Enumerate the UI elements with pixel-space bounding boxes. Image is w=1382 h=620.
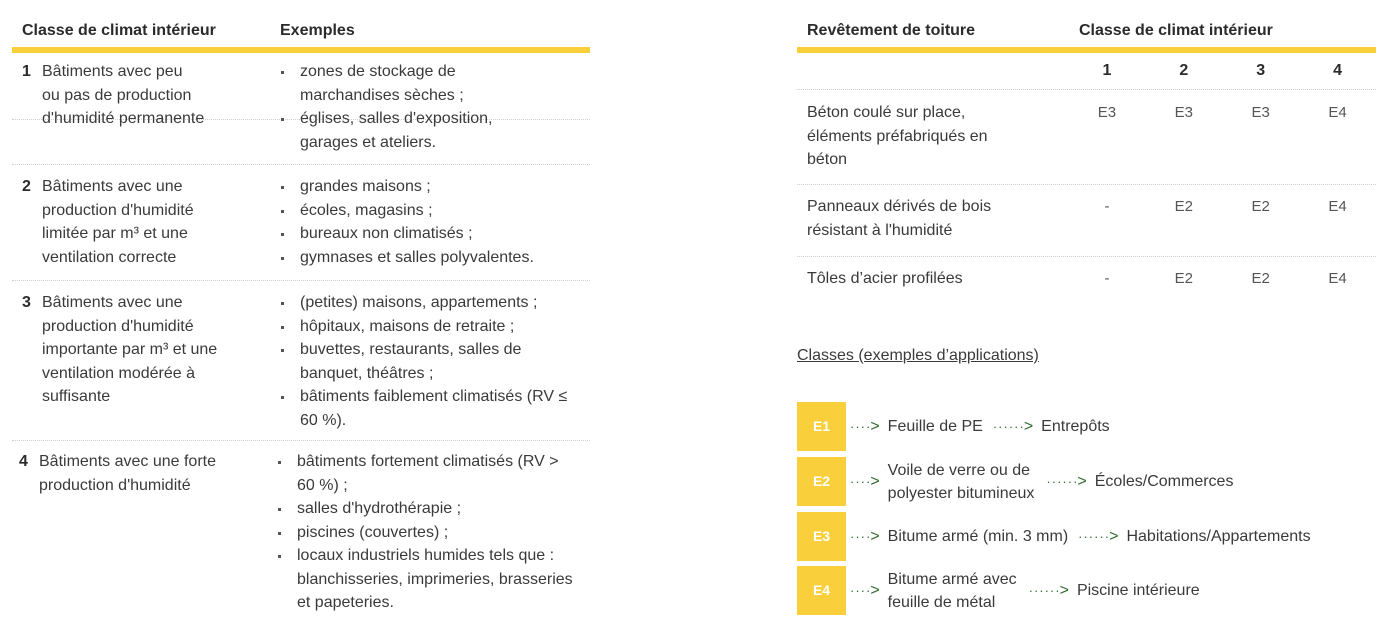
climate-class-number: 4	[19, 453, 28, 470]
roof-row	[797, 185, 1376, 257]
roof-class-value: E4	[1328, 104, 1347, 121]
example-item: buvettes, restaurants, salles de banquet, théâtres ;	[280, 338, 565, 385]
legend-material: Feuille de PE	[887, 418, 983, 435]
example-item: gymnases et salles polyvalentes.	[280, 246, 590, 270]
climate-row	[12, 59, 590, 165]
class-col-1: 1	[1102, 62, 1112, 79]
dotted-arrow-icon: ······ >	[1028, 582, 1069, 599]
legend-item-e2	[797, 457, 1233, 506]
climate-row	[12, 165, 590, 281]
dotted-arrow-icon: ···· >	[850, 473, 880, 490]
example-item: salles d'hydrothérapie ;	[277, 497, 590, 521]
example-item: écoles, magasins ;	[280, 199, 590, 223]
examples-list	[280, 60, 590, 154]
dotted-arrow-icon: ···· >	[850, 418, 880, 435]
climate-class-description: Bâtiments avec une production d'humidité importante par m³ et une ventilation modérée à suffisante	[42, 294, 218, 405]
example-item: hôpitaux, maisons de retraite ;	[280, 315, 590, 339]
roof-class-value: -	[1104, 270, 1110, 287]
example-item: piscines (couvertes) ;	[277, 521, 590, 545]
roof-covering-table	[797, 14, 1376, 305]
class-badge: E2	[797, 457, 846, 506]
climate-row	[12, 441, 590, 616]
class-badge: E1	[797, 402, 846, 451]
legend-item-e4	[797, 566, 1200, 615]
example-item: églises, salles d'exposition, garages et ateliers.	[280, 107, 525, 154]
example-item: grandes maisons ;	[280, 175, 590, 199]
roof-table-header	[797, 14, 1376, 53]
legend-material: Bitume armé (min. 3 mm)	[887, 528, 1069, 545]
classes-legend-title: Classes (exemples d’applications)	[797, 347, 1039, 364]
roof-class-value: E3	[1174, 104, 1194, 121]
roof-class-value: E4	[1328, 270, 1347, 287]
header-roof-covering: Revêtement de toiture	[807, 21, 976, 39]
legend-item-e3	[797, 512, 1311, 561]
class-badge: E3	[797, 512, 846, 561]
examples-list	[277, 450, 590, 615]
legend-application: Entrepôts	[1041, 418, 1110, 435]
examples-list	[280, 291, 590, 432]
dotted-arrow-icon: ···· >	[850, 528, 880, 545]
dotted-arrow-icon: ······ >	[1046, 473, 1087, 490]
climate-class-number: 3	[22, 294, 31, 311]
header-climate-class: Classe de climat intérieur	[1079, 21, 1273, 39]
header-examples: Exemples	[280, 21, 355, 39]
class-number-row	[797, 53, 1376, 90]
roof-class-value: E3	[1251, 104, 1270, 121]
example-item: bâtiments fortement climatisés (RV > 60 %) ;	[277, 450, 562, 497]
climate-class-description: Bâtiments avec peu ou pas de production d'humidité permanente	[42, 63, 205, 127]
roof-covering-name: Béton coulé sur place, éléments préfabriqués en béton	[807, 104, 988, 168]
roof-class-value: E3	[1097, 104, 1117, 121]
example-item: bâtiments faiblement climatisés (RV ≤ 60 %).	[280, 385, 580, 432]
roof-class-value: -	[1104, 198, 1110, 215]
class-col-4: 4	[1333, 62, 1343, 79]
legend-material: Bitume armé avec feuille de métal	[887, 570, 1017, 611]
roof-class-value: E2	[1174, 198, 1194, 215]
legend-application: Écoles/Commerces	[1094, 473, 1234, 490]
examples-list	[280, 175, 590, 269]
roof-class-value: E4	[1328, 198, 1347, 215]
legend-application: Habitations/Appartements	[1126, 528, 1311, 545]
example-item: locaux industriels humides tels que : blanchisseries, imprimeries, brasseries et papeteries.	[277, 544, 577, 615]
header-climate-class: Classe de climat intérieur	[22, 21, 216, 39]
class-badge: E4	[797, 566, 846, 615]
climate-class-description: Bâtiments avec une production d'humidité limitée par m³ et une ventilation correcte	[42, 178, 194, 266]
example-item: (petites) maisons, appartements ;	[280, 291, 590, 315]
dotted-arrow-icon: ······ >	[992, 418, 1034, 435]
class-col-3: 3	[1256, 62, 1266, 79]
dotted-arrow-icon: ···· >	[850, 582, 880, 599]
legend-material: Voile de verre ou de polyester bitumineux	[887, 461, 1035, 502]
climate-class-description: Bâtiments avec une forte production d'humidité	[39, 453, 216, 494]
legend-item-e1	[797, 402, 1110, 451]
class-col-2: 2	[1179, 62, 1189, 79]
dotted-arrow-icon: ······ >	[1078, 528, 1119, 545]
roof-covering-name: Panneaux dérivés de bois résistant à l'humidité	[807, 198, 992, 239]
climate-row	[12, 281, 590, 441]
example-item: bureaux non climatisés ;	[280, 222, 590, 246]
example-item: zones de stockage de marchandises sèches ;	[280, 60, 510, 107]
roof-class-value: E2	[1174, 270, 1194, 287]
roof-covering-name: Tôles d’acier profilées	[807, 270, 963, 287]
climate-class-number: 2	[22, 178, 31, 195]
roof-class-value: E2	[1251, 270, 1270, 287]
legend-application: Piscine intérieure	[1076, 582, 1200, 599]
climate-class-number: 1	[22, 63, 31, 80]
roof-class-value: E2	[1251, 198, 1270, 215]
roof-row	[797, 90, 1376, 185]
roof-row	[797, 257, 1376, 305]
